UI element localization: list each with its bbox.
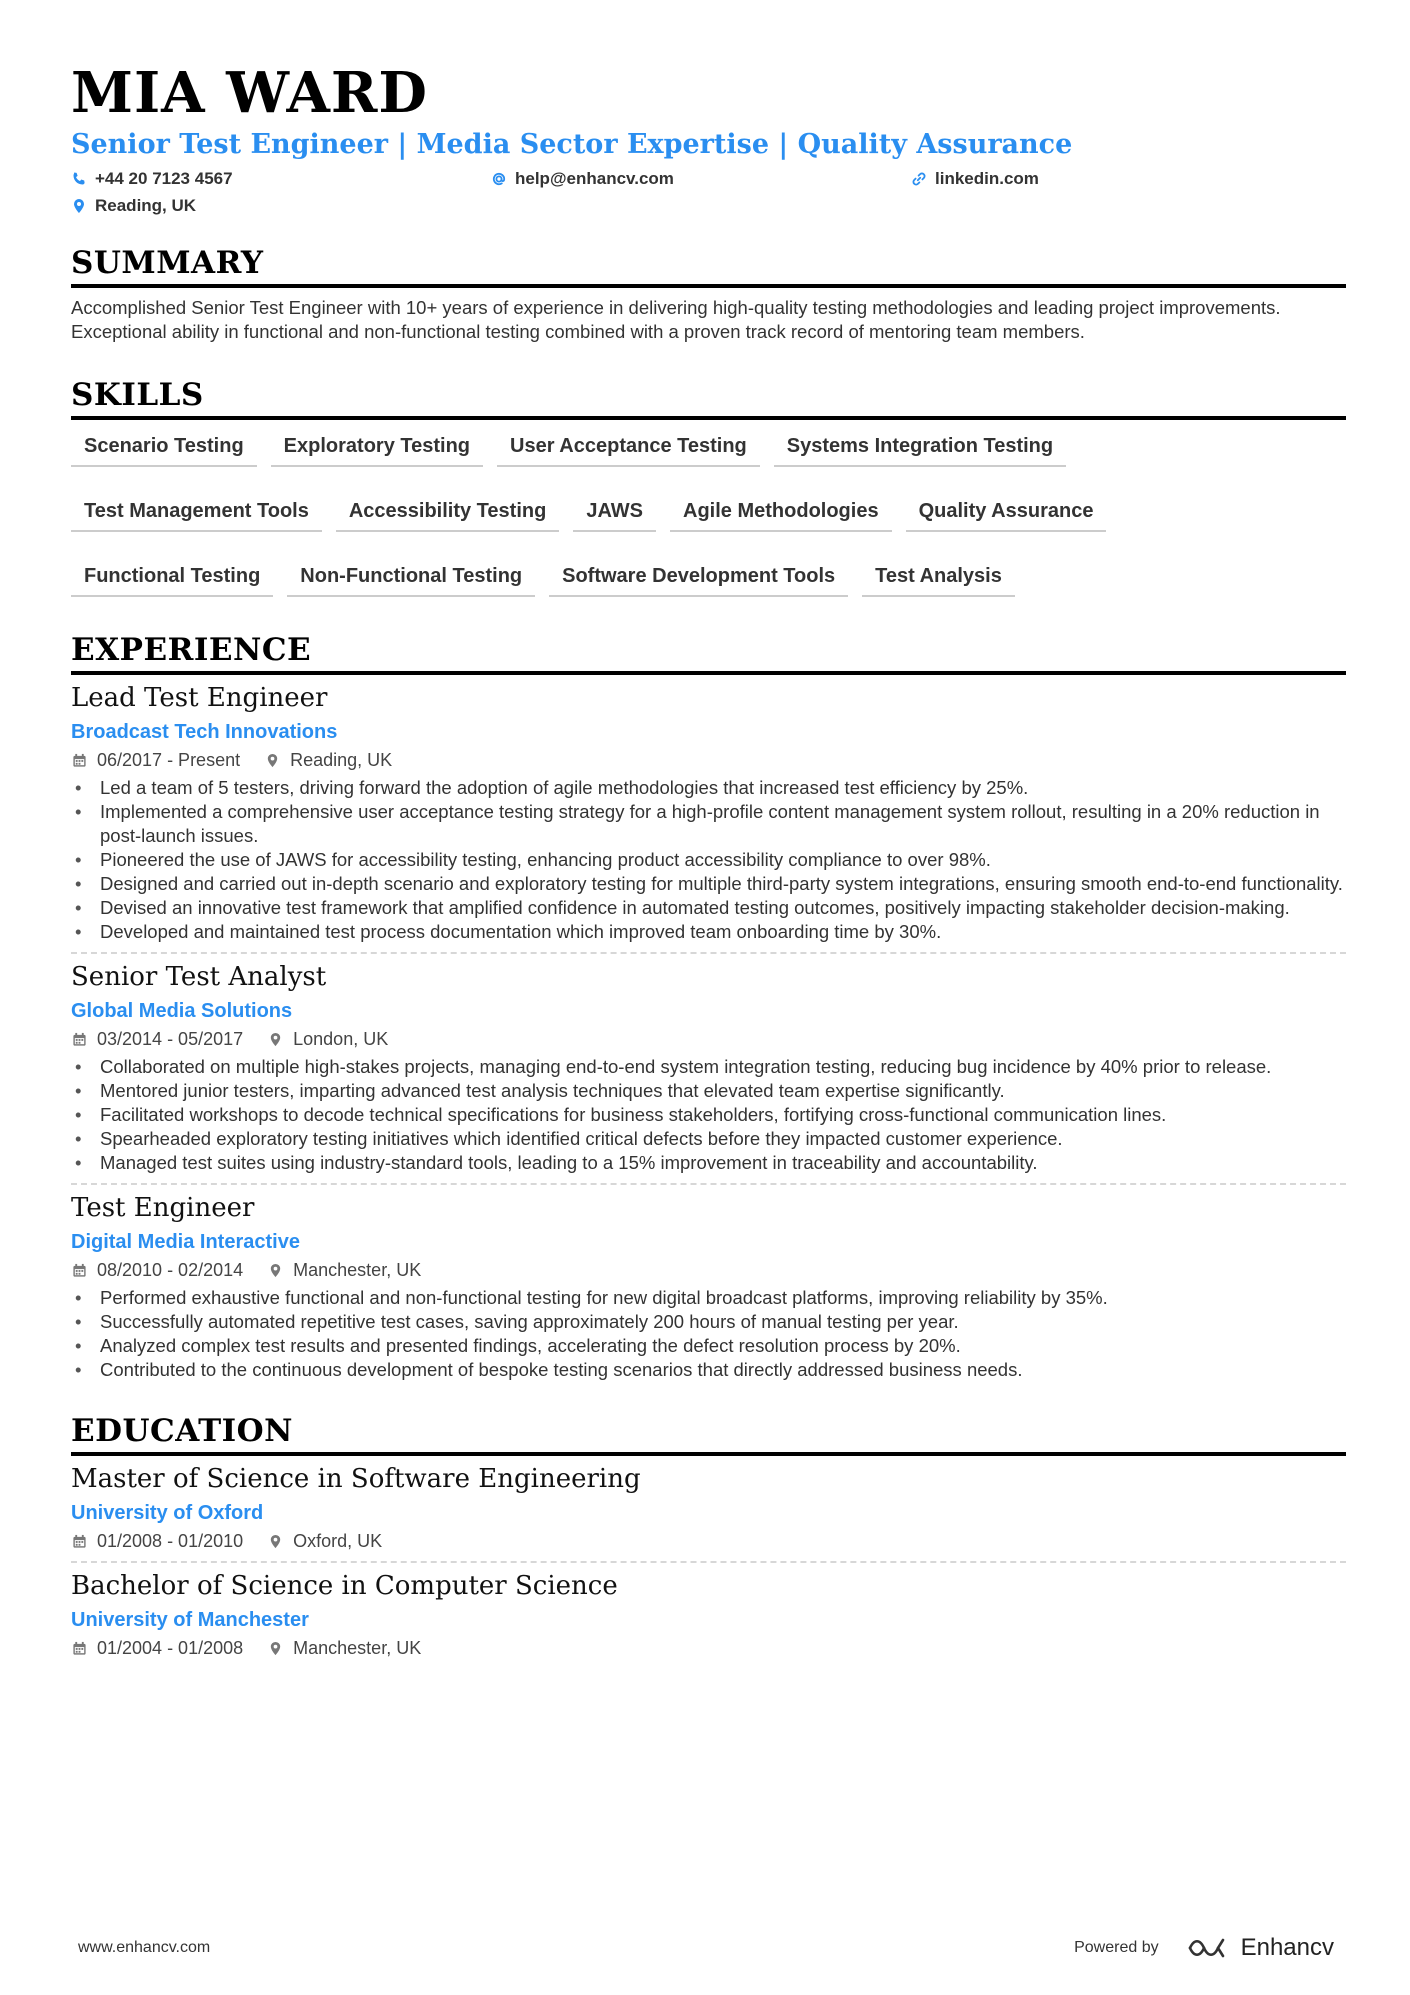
experience-entry — [71, 681, 1346, 944]
education-dates — [71, 1529, 243, 1553]
job-bullets — [71, 1286, 1346, 1382]
calendar-icon — [71, 1640, 87, 1656]
phone-icon — [71, 171, 87, 187]
dates-text: 01/2004 - 01/2008 — [97, 1638, 244, 1658]
bullet-item: • Developed and maintained test process documentation which improved team onboarding time by 30%. — [71, 920, 1346, 944]
skill-tag: Accessibility Testing — [336, 495, 559, 532]
experience-section — [71, 631, 1346, 1382]
bullet-item: • Mentored junior testers, imparting advanced test analysis techniques that elevated team expertise significantly. — [71, 1079, 1346, 1103]
summary-text: Accomplished Senior Test Engineer with 10+ years of experience in delivering high-quality testing methodologies and leading project improvements. Exceptional ability in functional and non-functional testing combined with a proven track record of mentoring team members. — [71, 297, 1281, 342]
bullet-item: • Performed exhaustive functional and non-functional testing for new digital broadcast platforms, improving reliability by 35%. — [71, 1286, 1346, 1310]
bullet-item: • Managed test suites using industry-standard tools, leading to a 15% improvement in traceability and accountability. — [71, 1151, 1346, 1175]
job-bullets — [71, 776, 1346, 944]
contact-email[interactable] — [491, 168, 911, 189]
degree-title: Bachelor of Science in Computer Science — [71, 1571, 618, 1601]
skill-tag: Software Development Tools — [549, 560, 848, 597]
headline: Senior Test Engineer | Media Sector Expertise | Quality Assurance — [71, 129, 1073, 160]
job-location — [267, 1027, 388, 1051]
job-meta — [71, 1258, 1346, 1282]
page-footer — [78, 1928, 1334, 1968]
resume-page — [71, 58, 1346, 1660]
education-entry — [71, 1462, 1346, 1553]
company-name: Global Media Solutions — [71, 1000, 293, 1022]
entry-divider — [71, 952, 1346, 954]
bullet-item: • Led a team of 5 testers, driving forward the adoption of agile methodologies that increased test efficiency by 25%. — [71, 776, 1346, 800]
location-pin-icon — [267, 1262, 283, 1278]
school-name: University of Oxford — [71, 1502, 264, 1524]
summary-title: SUMMARY — [71, 244, 1346, 288]
school-name: University of Manchester — [71, 1609, 309, 1631]
job-dates — [71, 1258, 243, 1282]
education-section — [71, 1412, 1346, 1660]
skill-tag: Test Analysis — [862, 560, 1015, 597]
education-title: EDUCATION — [71, 1412, 1346, 1456]
skills-list — [71, 430, 1346, 597]
skill-tag: Test Management Tools — [71, 495, 322, 532]
education-meta — [71, 1529, 1346, 1553]
powered-by-label: Powered by — [1074, 1939, 1159, 1956]
job-location — [267, 1258, 421, 1282]
bullet-item: • Facilitated workshops to decode technical specifications for business stakeholders, fortifying cross-functional communication lines. — [71, 1103, 1346, 1127]
contact-linkedin[interactable] — [911, 168, 1331, 189]
summary-section — [71, 244, 1346, 344]
dates-text: 03/2014 - 05/2017 — [97, 1029, 244, 1049]
skill-tag: Non-Functional Testing — [287, 560, 535, 597]
education-entry — [71, 1569, 1346, 1660]
job-dates — [71, 748, 240, 772]
skill-tag: JAWS — [573, 495, 656, 532]
company-name: Broadcast Tech Innovations — [71, 721, 338, 743]
enhancv-logo-icon — [1187, 1935, 1233, 1961]
experience-title: EXPERIENCE — [71, 631, 1346, 675]
education-meta — [71, 1636, 1346, 1660]
calendar-icon — [71, 1031, 87, 1047]
bullet-item: • Spearheaded exploratory testing initiatives which identified critical defects before they impacted customer experience. — [71, 1127, 1346, 1151]
calendar-icon — [71, 1262, 87, 1278]
location-text: Manchester, UK — [293, 1638, 422, 1658]
entry-divider — [71, 1183, 1346, 1185]
location-text: Oxford, UK — [293, 1531, 383, 1551]
bullet-item: • Designed and carried out in-depth scenario and exploratory testing for multiple third-party system integrations, ensuring smooth end-to-end functionality. — [71, 872, 1346, 896]
contact-location — [71, 195, 491, 216]
skill-tag: Functional Testing — [71, 560, 273, 597]
job-location — [264, 748, 392, 772]
dates-text: 06/2017 - Present — [97, 750, 241, 770]
skills-section — [71, 376, 1346, 597]
location-text: Reading, UK — [290, 750, 393, 770]
calendar-icon — [71, 1533, 87, 1549]
skill-tag: Quality Assurance — [906, 495, 1107, 532]
footer-branding — [1074, 1934, 1334, 1962]
job-bullets — [71, 1055, 1346, 1175]
phone-text: +44 20 7123 4567 — [95, 168, 233, 188]
location-pin-icon — [71, 198, 87, 214]
brand-name: Enhancv — [1240, 1934, 1334, 1961]
skills-title: SKILLS — [71, 376, 1346, 420]
linkedin-text: linkedin.com — [935, 168, 1039, 188]
at-icon — [491, 171, 507, 187]
education-dates — [71, 1636, 243, 1660]
bullet-item: • Successfully automated repetitive test cases, saving approximately 200 hours of manual testing per year. — [71, 1310, 1346, 1334]
job-title: Senior Test Analyst — [71, 962, 327, 992]
education-location — [267, 1529, 382, 1553]
calendar-icon — [71, 752, 87, 768]
degree-title: Master of Science in Software Engineering — [71, 1464, 641, 1494]
candidate-name: MIA WARD — [71, 60, 428, 126]
job-meta — [71, 748, 1346, 772]
skill-tag: Exploratory Testing — [271, 430, 483, 467]
location-pin-icon — [267, 1533, 283, 1549]
experience-entry — [71, 1191, 1346, 1382]
dates-text: 01/2008 - 01/2010 — [97, 1531, 244, 1551]
skill-tag: Systems Integration Testing — [774, 430, 1066, 467]
location-pin-icon — [267, 1031, 283, 1047]
bullet-item: • Implemented a comprehensive user acceptance testing strategy for a high-profile content management system rollout, resulting in a 20% reduction in post-launch issues. — [71, 800, 1346, 848]
bullet-item: • Collaborated on multiple high-stakes projects, managing end-to-end system integration testing, reducing bug incidence by 40% prior to release. — [71, 1055, 1346, 1079]
entry-divider — [71, 1561, 1346, 1563]
footer-website[interactable]: www.enhancv.com — [78, 1939, 211, 1956]
education-location — [267, 1636, 421, 1660]
job-meta — [71, 1027, 1346, 1051]
bullet-item: • Pioneered the use of JAWS for accessibility testing, enhancing product accessibility compliance to over 98%. — [71, 848, 1346, 872]
bullet-item: • Analyzed complex test results and presented findings, accelerating the defect resolution process by 20%. — [71, 1334, 1346, 1358]
bullet-item: • Devised an innovative test framework that amplified confidence in automated testing outcomes, positively impacting stakeholder decision-making. — [71, 896, 1346, 920]
job-title: Lead Test Engineer — [71, 683, 328, 713]
job-title: Test Engineer — [71, 1193, 255, 1223]
location-pin-icon — [264, 752, 280, 768]
link-icon — [911, 171, 927, 187]
skill-tag: Scenario Testing — [71, 430, 257, 467]
contact-info — [71, 168, 1346, 216]
resume-header — [71, 58, 1346, 216]
location-text: Manchester, UK — [293, 1260, 422, 1280]
skill-tag: User Acceptance Testing — [497, 430, 760, 467]
location-pin-icon — [267, 1640, 283, 1656]
dates-text: 08/2010 - 02/2014 — [97, 1260, 244, 1280]
location-text: London, UK — [293, 1029, 389, 1049]
location-text: Reading, UK — [95, 195, 197, 215]
skill-tag: Agile Methodologies — [670, 495, 892, 532]
company-name: Digital Media Interactive — [71, 1231, 300, 1253]
experience-entry — [71, 960, 1346, 1175]
email-text: help@enhancv.com — [515, 168, 674, 188]
contact-phone — [71, 168, 491, 189]
bullet-item: • Contributed to the continuous development of bespoke testing scenarios that directly addressed business needs. — [71, 1358, 1346, 1382]
job-dates — [71, 1027, 243, 1051]
enhancv-logo[interactable] — [1187, 1934, 1334, 1962]
